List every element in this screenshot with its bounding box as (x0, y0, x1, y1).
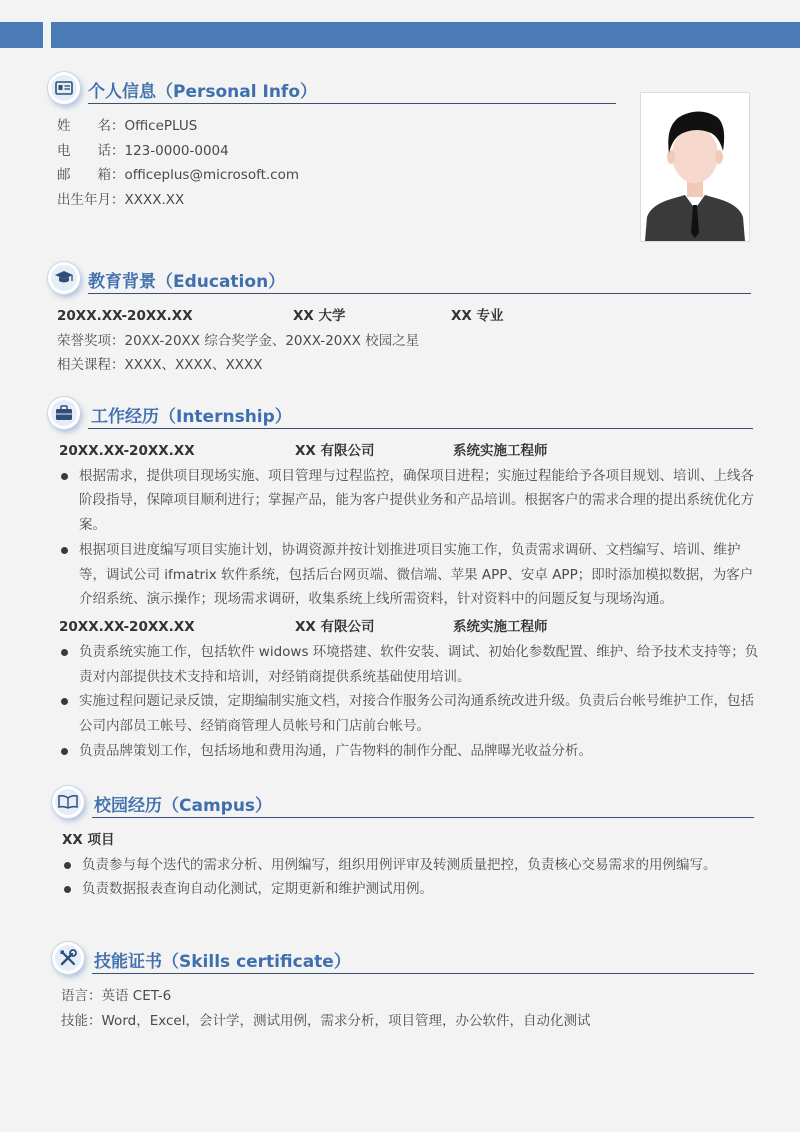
section-work (48, 397, 758, 764)
section-skills (52, 942, 758, 1033)
section-education (48, 262, 758, 378)
section-divider (92, 973, 754, 974)
avatar-photo (640, 92, 750, 242)
campus-project: XX 项目 (62, 832, 115, 848)
section-divider (88, 428, 753, 429)
job-bullet: 负责品牌策划工作，包括场地和费用沟通，广告物料的制作分配、品牌曝光收益分析。 (59, 739, 759, 764)
job-bullet: 根据需求，提供项目现场实施、项目管理与过程监控，确保项目进程；实施过程能给予各项目规划、培训、上线各阶段指导，保障项目顺利进行；掌握产品，能为客户提供业务和产品培训。根据客户的需求合理的提出系统优化方案。 (59, 464, 759, 538)
graduation-cap-icon (48, 262, 80, 294)
header-bar-right (51, 22, 800, 48)
section-title-personal: 个人信息（Personal Info） (88, 82, 317, 102)
education-honors: 荣誉奖项：20XX-20XX 综合奖学金、20XX-20XX 校园之星 (57, 332, 420, 349)
skills-list: 技能：Word，Excel，会计学，测试用例，需求分析，项目管理，办公软件，自动化测试 (61, 1012, 591, 1029)
section-personal (48, 72, 628, 212)
education-courses: 相关课程：XXXX、XXXX、XXXX (57, 357, 263, 373)
education-header: 20XX.XX-20XX.XX XX 大学 XX 专业 (57, 308, 504, 324)
section-title-campus: 校园经历（Campus） (94, 796, 273, 816)
book-icon (52, 786, 84, 818)
section-divider (88, 293, 751, 294)
section-title-skills: 技能证书（Skills certificate） (94, 952, 351, 972)
field-email: 邮 箱：officeplus@microsoft.com (57, 167, 300, 183)
campus-bullet: 负责数据报表查询自动化测试，定期更新和维护测试用例。 (62, 877, 758, 902)
job-bullet: 负责系统实施工作，包括软件 widows 环境搭建、软件安装、调试、初始化参数配置、维护、给予技术支持等；负责对内部提供技术支持和培训，对经销商提供系统基础使用培训。 (59, 640, 759, 690)
briefcase-icon (48, 397, 80, 429)
header-bar-left (0, 22, 43, 48)
section-campus (52, 786, 758, 902)
field-phone: 电 话：123-0000-0004 (57, 142, 229, 159)
section-divider (92, 817, 754, 818)
field-birth: 出生年月：XXXX.XX (57, 191, 185, 208)
job-header: 20XX.XX-20XX.XX XX 有限公司 系统实施工程师 (59, 619, 548, 636)
tools-icon (52, 942, 84, 974)
section-divider (88, 103, 616, 104)
job-bullet: 根据项目进度编写项目实施计划，协调资源并按计划推进项目实施工作，负责需求调研、文档编写、培训、维护等，调试公司 ifmatrix 软件系统，包括后台网页端、微信端、苹果 APP、安卓 APP；即时添加模拟数据，为客户介绍系统、演示操作；现场需求调研，收集系统上线所需资料，针对资料中的问题反复与现场沟通。 (59, 538, 759, 612)
skills-language: 语言：英语 CET-6 (61, 988, 172, 1004)
section-title-education: 教育背景（Education） (88, 272, 286, 292)
campus-bullet: 负责参与每个迭代的需求分析、用例编写，组织用例评审及转测质量把控，负责核心交易需求的用例编写。 (62, 853, 758, 878)
job-header: 20XX.XX-20XX.XX XX 有限公司 系统实施工程师 (59, 443, 548, 459)
section-title-work: 工作经历（Internship） (91, 407, 292, 427)
id-card-icon (48, 72, 80, 104)
job-bullet: 实施过程问题记录反馈，定期编制实施文档，对接合作服务公司沟通系统改进升级。负责后台帐号维护工作，包括公司内部员工帐号、经销商管理人员帐号和门店前台帐号。 (59, 689, 759, 739)
field-name: 姓 名：OfficePLUS (57, 118, 198, 134)
